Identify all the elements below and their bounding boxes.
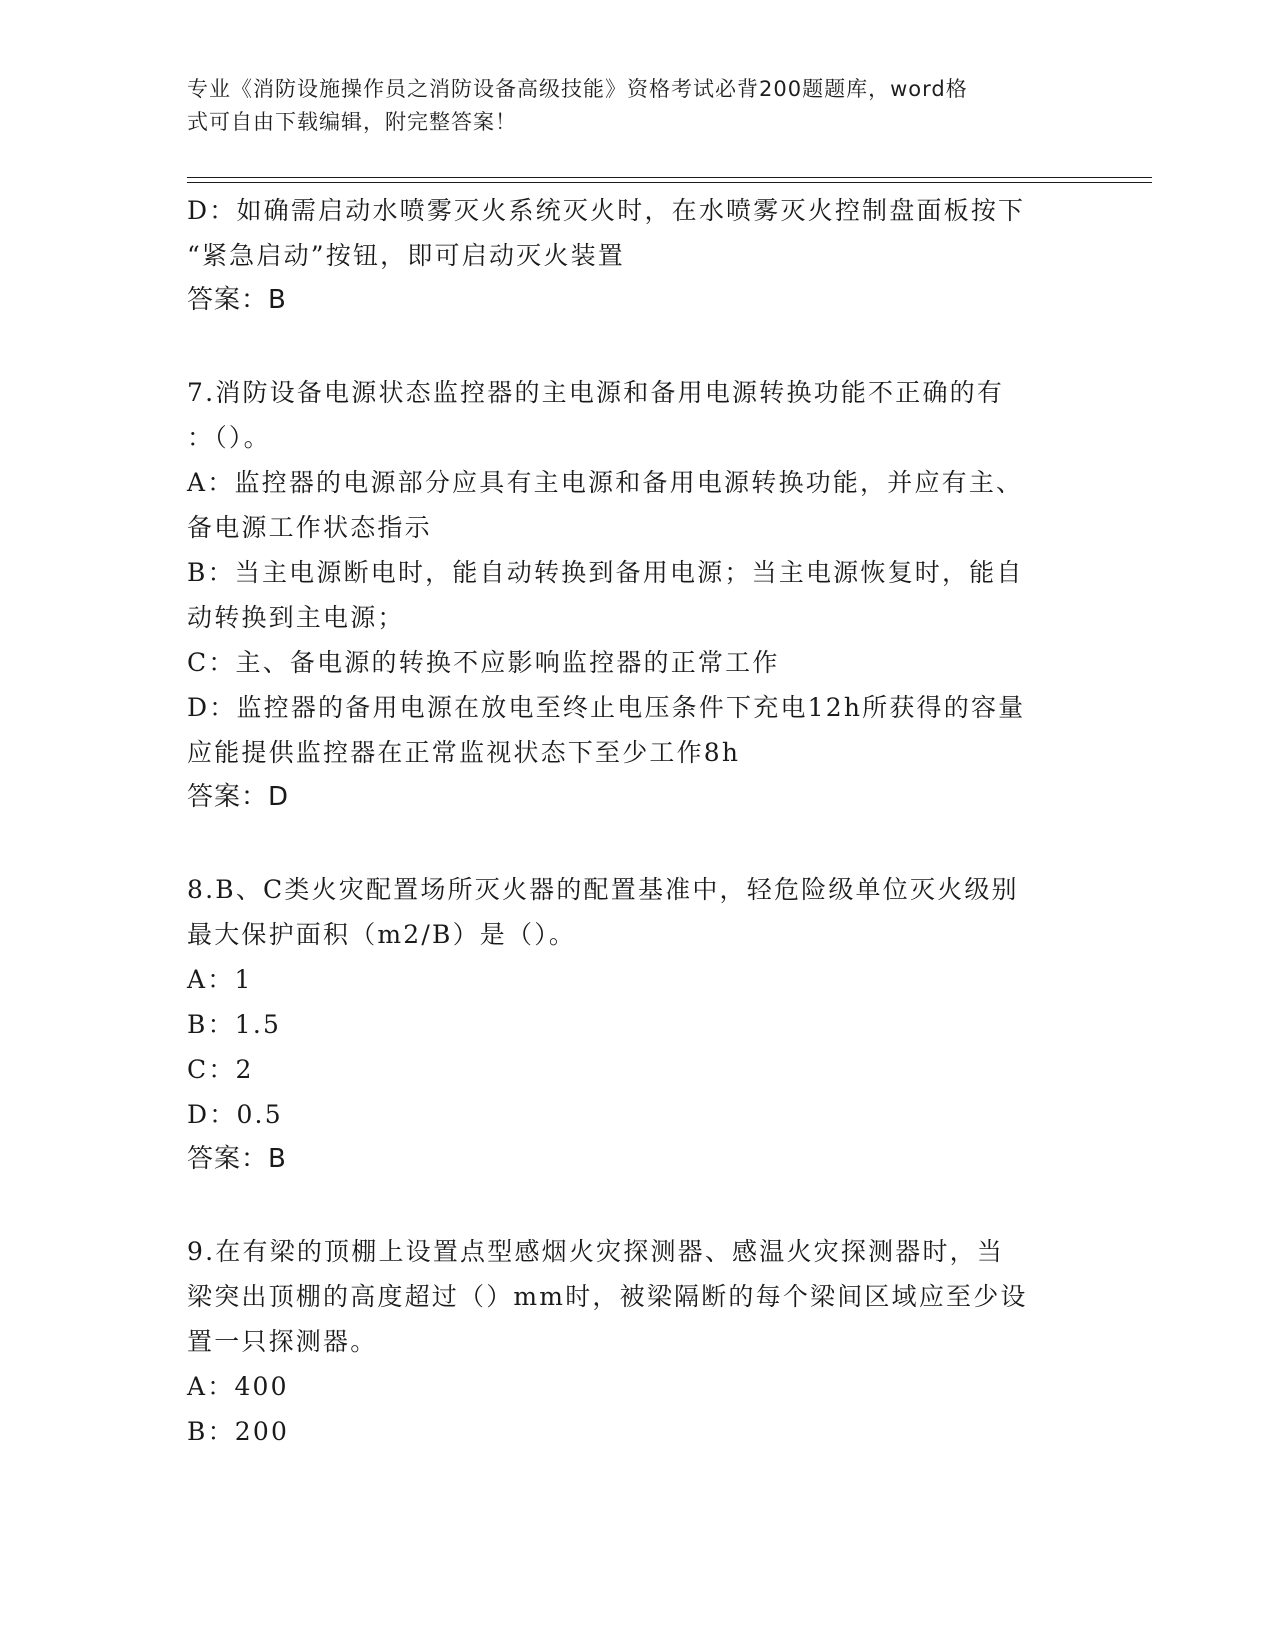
question-6-tail <box>187 188 1087 323</box>
q9-stem-line-3: 置一只探测器。 <box>187 1327 378 1356</box>
q6-option-d-line-1: D：如确需启动水喷雾灭火系统灭火时，在水喷雾灭火控制盘面板按下 <box>187 196 1026 225</box>
q8-option-d: D：0.5 <box>187 1100 283 1129</box>
header-rule-bottom <box>187 182 1152 183</box>
q7-option-b-line-1: B：当主电源断电时，能自动转换到备用电源；当主电源恢复时，能自 <box>187 558 1024 587</box>
document-header <box>187 73 1067 139</box>
q7-option-c: C：主、备电源的转换不应影响监控器的正常工作 <box>187 648 780 677</box>
q9-stem-line-2: 梁突出顶棚的高度超过（）mm时，被梁隔断的每个梁间区域应至少设 <box>187 1282 1028 1311</box>
q7-stem-line-2: ：（）。 <box>187 423 271 452</box>
q8-option-b: B：1.5 <box>187 1010 282 1039</box>
question-7 <box>187 370 1087 820</box>
q7-stem-line-1: 7.消防设备电源状态监控器的主电源和备用电源转换功能不正确的有 <box>187 378 1005 407</box>
q6-answer: 答案：B <box>187 285 287 315</box>
question-9 <box>187 1229 1087 1454</box>
q7-option-b-line-2: 动转换到主电源； <box>187 603 405 632</box>
q8-option-c: C：2 <box>187 1055 254 1084</box>
q9-option-b: B：200 <box>187 1417 290 1446</box>
header-line-2: 式可自由下载编辑，附完整答案！ <box>187 110 517 134</box>
q7-answer: 答案：D <box>187 782 290 812</box>
q7-option-a-line-2: 备电源工作状态指示 <box>187 513 432 542</box>
q8-stem-line-2: 最大保护面积（m2/B）是（）。 <box>187 920 577 949</box>
q7-option-d-line-1: D：监控器的备用电源在放电至终止电压条件下充电12h所获得的容量 <box>187 693 1026 722</box>
q6-option-d-line-2: “紧急启动”按钮，即可启动灭火装置 <box>187 241 625 270</box>
q7-option-d-line-2: 应能提供监控器在正常监视状态下至少工作8h <box>187 738 741 767</box>
question-8 <box>187 867 1087 1182</box>
q8-stem-line-1: 8.B、C类火灾配置场所灭火器的配置基准中，轻危险级单位灭火级别 <box>187 875 1019 904</box>
q7-option-a-line-1: A：监控器的电源部分应具有主电源和备用电源转换功能，并应有主、 <box>187 468 1024 497</box>
header-rule-top <box>187 177 1152 178</box>
document-body <box>187 188 1087 1454</box>
spacer <box>187 1182 1087 1229</box>
spacer <box>187 820 1087 867</box>
q8-option-a: A：1 <box>187 965 253 994</box>
header-line-1: 专业《消防设施操作员之消防设备高级技能》资格考试必背200题题库，word格 <box>187 77 968 101</box>
q9-stem-line-1: 9.在有梁的顶棚上设置点型感烟火灾探测器、感温火灾探测器时，当 <box>187 1237 1005 1266</box>
spacer <box>187 323 1087 370</box>
q9-option-a: A：400 <box>187 1372 289 1401</box>
q8-answer: 答案：B <box>187 1144 287 1174</box>
